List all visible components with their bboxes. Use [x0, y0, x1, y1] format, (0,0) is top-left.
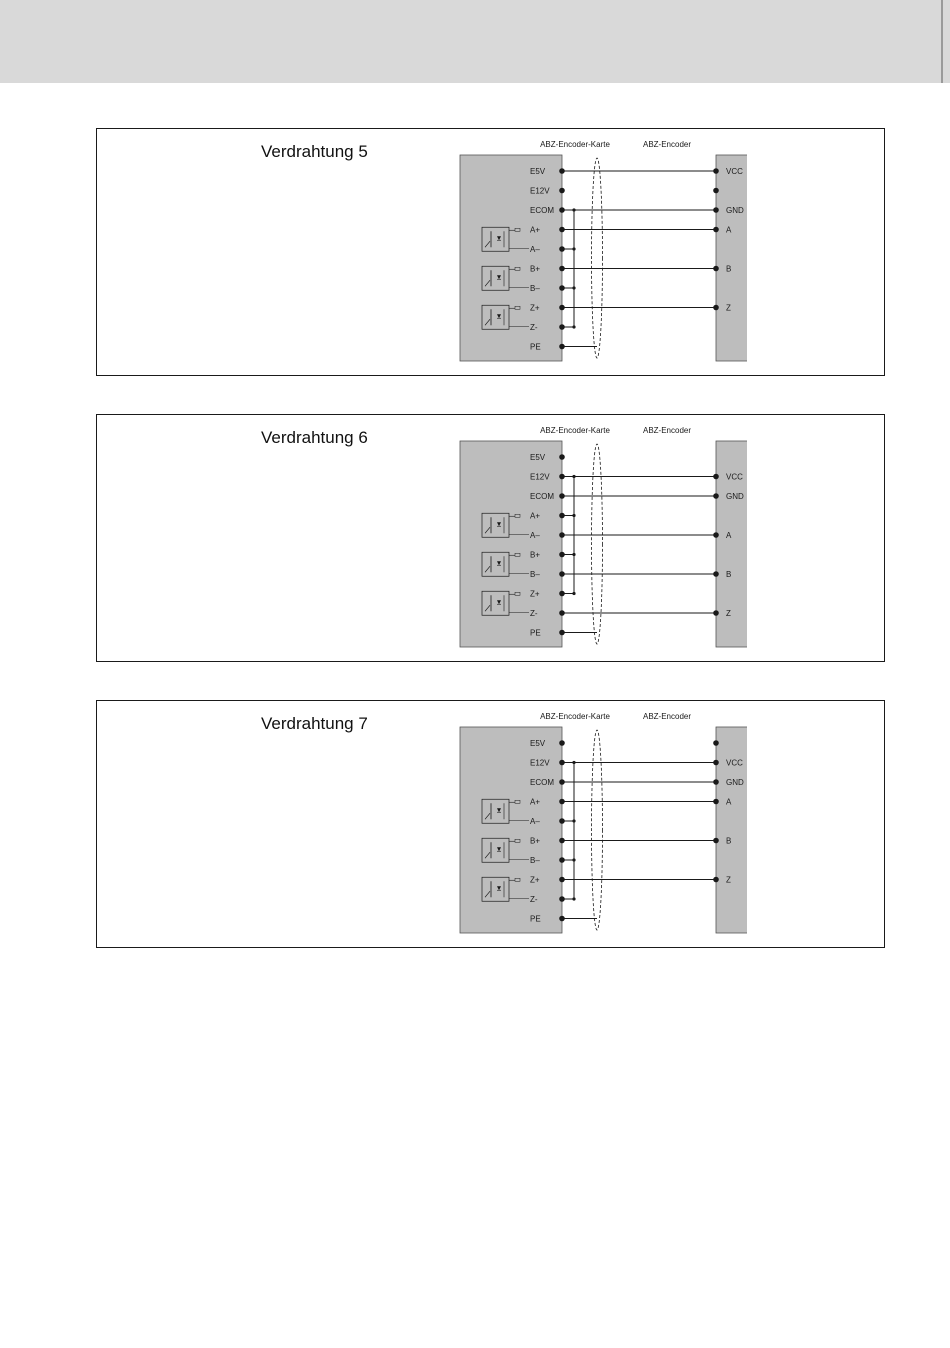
card-pin-label: A–	[530, 531, 540, 540]
cable-shield	[592, 158, 603, 358]
card-pin-label: Z+	[530, 303, 540, 313]
junction-dot	[572, 592, 575, 595]
card-pin-label: B+	[530, 836, 541, 846]
encoder-pin-label: B	[726, 264, 732, 274]
card-pin-label: E5V	[530, 167, 546, 176]
encoder-terminal	[713, 188, 719, 194]
encoder-pin-label: A	[726, 531, 732, 540]
encoder-pin-label: GND	[726, 492, 744, 501]
junction-dot	[572, 514, 575, 517]
encoder-pin-label: A	[726, 225, 732, 235]
encoder-pin-label: GND	[726, 778, 744, 787]
card-pin-label: ECOM	[530, 492, 554, 501]
encoder-pin-label: A	[726, 797, 732, 807]
card-pin-label: ECOM	[530, 206, 554, 215]
encoder-label: ABZ-Encoder	[642, 140, 692, 149]
card-pin-label: A–	[530, 245, 540, 254]
wiring-panel-5	[96, 128, 885, 376]
card-terminal	[559, 740, 565, 746]
panel-title: Verdrahtung 5	[261, 142, 368, 161]
encoder-pin-label: GND	[726, 206, 744, 215]
card-pin-label: A+	[530, 225, 541, 235]
encoder-box	[716, 155, 747, 361]
encoder-pin-label: Z	[726, 875, 731, 885]
card-label: ABZ-Encoder-Karte	[540, 426, 610, 435]
card-pin-label: ECOM	[530, 778, 554, 787]
junction-dot	[572, 475, 575, 478]
card-pin-label: E12V	[530, 186, 550, 196]
card-pin-label: E12V	[530, 472, 550, 482]
card-pin-label: A+	[530, 797, 541, 807]
wiring-diagram-5	[457, 137, 747, 373]
junction-dot	[572, 247, 575, 250]
cable-shield	[592, 730, 603, 930]
panel-title: Verdrahtung 7	[261, 714, 368, 733]
encoder-label: ABZ-Encoder	[642, 712, 692, 721]
cable-shield	[592, 444, 603, 644]
card-pin-label: PE	[530, 628, 541, 638]
wiring-diagram-7	[457, 709, 747, 945]
encoder-label: ABZ-Encoder	[642, 426, 692, 435]
encoder-terminal	[713, 740, 719, 746]
encoder-pin-label: B	[726, 570, 732, 579]
card-pin-label: PE	[530, 342, 541, 352]
card-pin-label: A+	[530, 511, 541, 521]
card-pin-label: B–	[530, 284, 540, 293]
junction-dot	[572, 819, 575, 822]
card-pin-label: B+	[530, 550, 541, 560]
junction-dot	[572, 858, 575, 861]
card-pin-label: Z+	[530, 875, 540, 885]
page-header-band	[0, 0, 950, 83]
encoder-pin-label: VCC	[726, 758, 743, 768]
encoder-pin-label: Z	[726, 303, 731, 313]
card-pin-label: Z-	[530, 609, 538, 618]
junction-dot	[572, 553, 575, 556]
card-pin-label: B–	[530, 856, 540, 865]
wiring-panel-7	[96, 700, 885, 948]
card-pin-label: A–	[530, 817, 540, 826]
card-label: ABZ-Encoder-Karte	[540, 140, 610, 149]
card-pin-label: B+	[530, 264, 541, 274]
junction-dot	[572, 325, 575, 328]
wiring-diagram-6	[457, 423, 747, 659]
card-pin-label: B–	[530, 570, 540, 579]
card-pin-label: E12V	[530, 758, 550, 768]
encoder-pin-label: VCC	[726, 472, 743, 482]
junction-dot	[572, 208, 575, 211]
encoder-pin-label: Z	[726, 609, 731, 618]
card-pin-label: Z+	[530, 589, 540, 599]
panel-title: Verdrahtung 6	[261, 428, 368, 447]
card-pin-label: Z-	[530, 895, 538, 904]
card-label: ABZ-Encoder-Karte	[540, 712, 610, 721]
junction-dot	[572, 286, 575, 289]
card-pin-label: E5V	[530, 739, 546, 748]
card-pin-label: E5V	[530, 453, 546, 462]
card-pin-label: PE	[530, 914, 541, 924]
card-pin-label: Z-	[530, 323, 538, 332]
encoder-pin-label: B	[726, 836, 732, 846]
junction-dot	[572, 761, 575, 764]
header-edge-marker	[941, 0, 943, 83]
encoder-pin-label: VCC	[726, 167, 743, 176]
card-terminal	[559, 188, 565, 194]
wiring-panel-6	[96, 414, 885, 662]
junction-dot	[572, 897, 575, 900]
card-terminal	[559, 454, 565, 460]
